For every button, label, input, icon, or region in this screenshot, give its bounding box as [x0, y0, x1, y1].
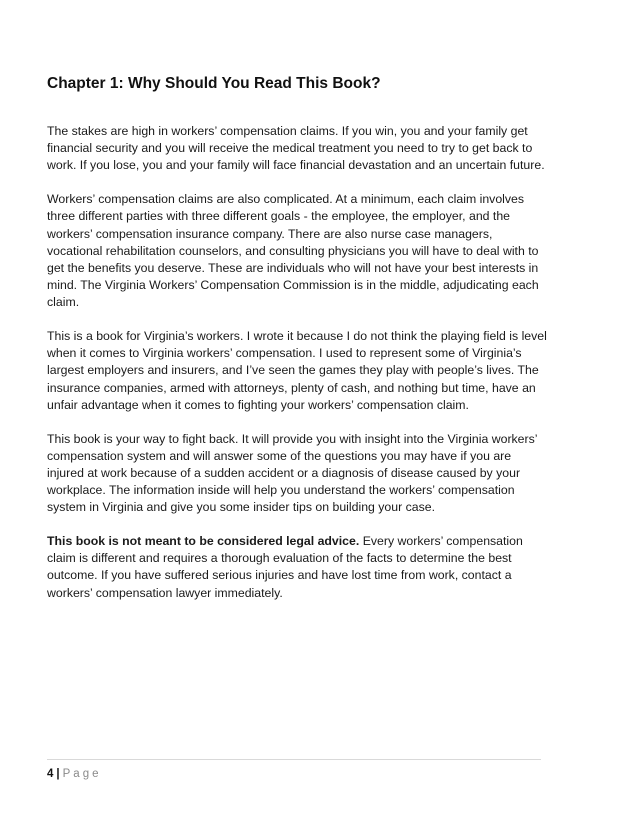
- paragraph-fight-back: This book is your way to fight back. It will provide you with insight into the Virginia workers’ compensation system and will answer some of the questions you may have if you are injured at work because of a sudden accident or a diagnosis of disease caused by your workplace. The information inside will help you understand the workers’ compensation system in Virginia and give you some insider tips on building your case.: [47, 431, 538, 515]
- page-label: Page: [62, 768, 102, 780]
- page-footer: [47, 759, 541, 781]
- paragraph-disclaimer: [47, 533, 547, 602]
- disclaimer-bold: This book is not meant to be considered legal advice.: [47, 534, 360, 549]
- footer-separator: |: [56, 768, 60, 780]
- paragraph-stakes: The stakes are high in workers’ compensation claims. If you win, you and your family get financial security and you will receive the medical treatment you need to try to get back to work. If you lose, you and your family will face financial devastation and an uncertain future.: [47, 124, 545, 173]
- page-content: [47, 74, 547, 618]
- chapter-title: Chapter 1: Why Should You Read This Book?: [47, 75, 381, 92]
- page-number: 4: [47, 768, 54, 780]
- paragraph-virginia-workers: This is a book for Virginia’s workers. I wrote it because I do not think the playing field is level when it comes to Virginia workers’ compensation. I used to represent some of Virginia’s largest employers and insurers, and I’ve seen the games they play with people’s lives. The insurance companies, armed with attorneys, plenty of cash, and nothing but time, have an unfair advantage when it comes to fighting your workers’ compensation claim.: [47, 329, 547, 412]
- disclaimer-text: Every workers’ compensation claim is different and requires a thorough evaluation of the facts to determine the best outcome. If you have suffered serious injuries and have lost time from work, contact a workers’ compensation lawyer immediately.: [47, 534, 523, 600]
- paragraph-complicated: Workers’ compensation claims are also complicated. At a minimum, each claim involves three different parties with three different goals - the employee, the employer, and the workers’ compensation insurance company. There are also nurse case managers, vocational rehabilitation counselors, and consulting physicians you will have to deal with to get the benefits you deserve. These are individuals who will not have your best interests in mind. The Virginia Workers’ Compensation Commission is in the middle, adjudicating each claim.: [47, 192, 539, 310]
